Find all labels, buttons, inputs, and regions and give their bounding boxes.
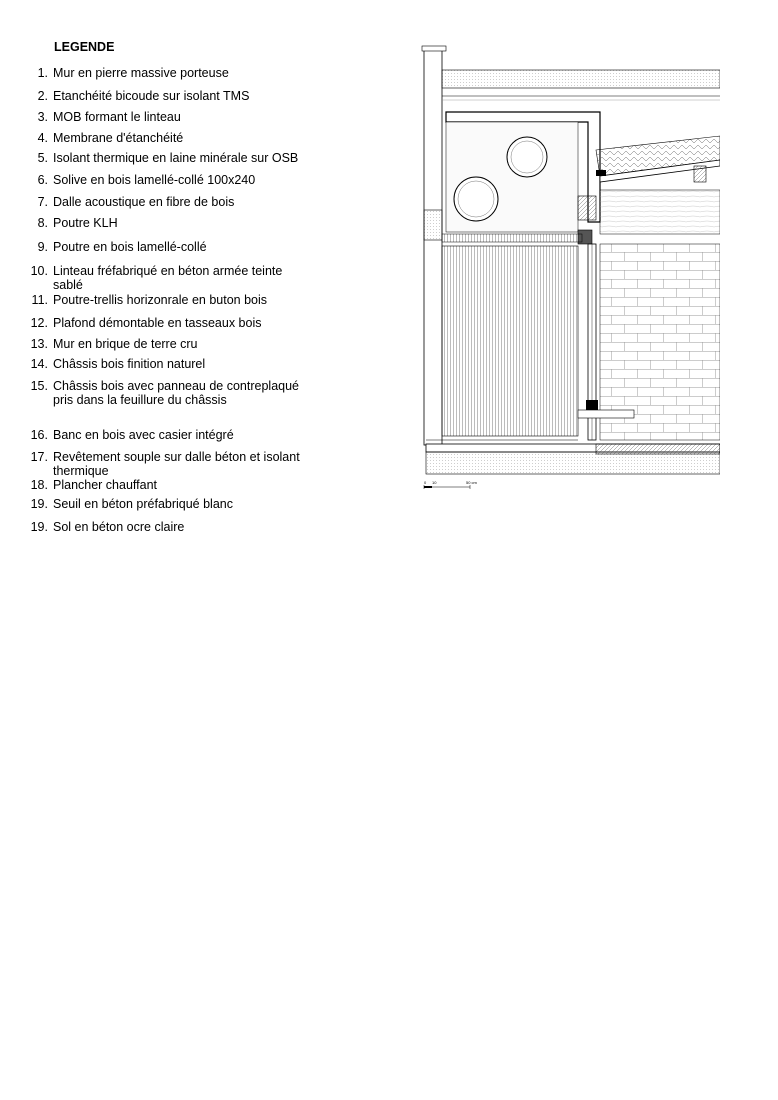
legend-item-number: 6. bbox=[37, 173, 48, 187]
timber-slat-wall bbox=[442, 246, 578, 436]
legend-item-number: 15. bbox=[30, 379, 48, 393]
legend-item-text: Solive en bois lamellé-collé 100x240 bbox=[53, 173, 256, 187]
legend-item-text: Revêtement souple sur dalle béton et isolant thermique bbox=[53, 450, 300, 478]
legend-item-text: Banc en bois avec casier intégré bbox=[53, 428, 234, 442]
legend-item-number: 13. bbox=[30, 337, 48, 351]
legend-title: LEGENDE bbox=[54, 40, 115, 54]
legend-item-number: 8. bbox=[37, 216, 48, 230]
legend-item-text: Poutre KLH bbox=[53, 216, 118, 230]
legend-item-number: 14. bbox=[30, 357, 48, 371]
section-drawing bbox=[420, 40, 720, 490]
legend-item-text: Isolant thermique en laine minérale sur OSB bbox=[53, 151, 299, 165]
legend-item-number: 19. bbox=[30, 497, 48, 511]
legend-item-text: Seuil en béton préfabriqué blanc bbox=[53, 497, 233, 511]
legend-item-text: MOB formant le linteau bbox=[53, 110, 181, 124]
scale-mid-label: 10 bbox=[432, 480, 437, 485]
threshold bbox=[596, 444, 720, 454]
scale-bar bbox=[424, 480, 478, 489]
legend-item-text: Linteau fréfabriqué en béton armée teinte sablé bbox=[53, 264, 283, 292]
legend-item-number: 16. bbox=[30, 428, 48, 442]
legend-item-text: Mur en pierre massive porteuse bbox=[53, 66, 229, 80]
legend-item-number: 1. bbox=[37, 66, 48, 80]
wall-coping bbox=[422, 46, 446, 51]
roof-layer bbox=[442, 70, 720, 88]
legend-item-number: 18. bbox=[30, 478, 48, 492]
legend-item-text: Poutre-trellis horizonrale en buton bois bbox=[53, 293, 268, 307]
stone-wall bbox=[424, 50, 442, 445]
legend-item-number: 5. bbox=[37, 151, 48, 165]
legend-item-number: 2. bbox=[37, 89, 48, 103]
legend-item-number: 11. bbox=[31, 293, 48, 307]
legend-item-text: Etanchéité bicoude sur isolant TMS bbox=[53, 89, 250, 103]
legend-item-text: Membrane d'étanchéité bbox=[53, 131, 184, 145]
legend-item-number: 3. bbox=[37, 110, 48, 124]
legend-item-text: Châssis bois finition naturel bbox=[53, 357, 206, 371]
scale-end-label: 50 cm bbox=[466, 480, 477, 485]
legend-item-text: Châssis bois avec panneau de contreplaqué pris dans la feuillure du châssis bbox=[53, 379, 300, 407]
legend-item-number: 12. bbox=[30, 316, 48, 330]
legend-item-number: 4. bbox=[37, 131, 48, 145]
legend-item-number: 7. bbox=[37, 195, 48, 209]
scale-start-label: 0 bbox=[424, 480, 427, 485]
legend-item-number: 10. bbox=[30, 264, 48, 278]
legend-item-text: Sol en béton ocre claire bbox=[53, 520, 185, 534]
legend-item-text: Plancher chauffant bbox=[53, 478, 158, 492]
legend-item-text: Plafond démontable en tasseaux bois bbox=[53, 316, 262, 330]
joist-section bbox=[507, 137, 547, 177]
legend-item-text: Dalle acoustique en fibre de bois bbox=[53, 195, 235, 209]
beam-section bbox=[454, 177, 498, 221]
gutter bbox=[596, 170, 606, 176]
legend-item-number: 9. bbox=[37, 240, 48, 254]
klh-beam bbox=[600, 190, 720, 234]
bench bbox=[578, 410, 634, 418]
legend-item-text: Mur en brique de terre cru bbox=[53, 337, 198, 351]
legend-item-number: 17. bbox=[30, 450, 48, 464]
legend-item-text: Poutre en bois lamellé-collé bbox=[53, 240, 207, 254]
legend-item-number: 19. bbox=[30, 520, 48, 534]
wall-insulation-strip bbox=[424, 210, 442, 240]
floor-slab bbox=[426, 452, 720, 474]
